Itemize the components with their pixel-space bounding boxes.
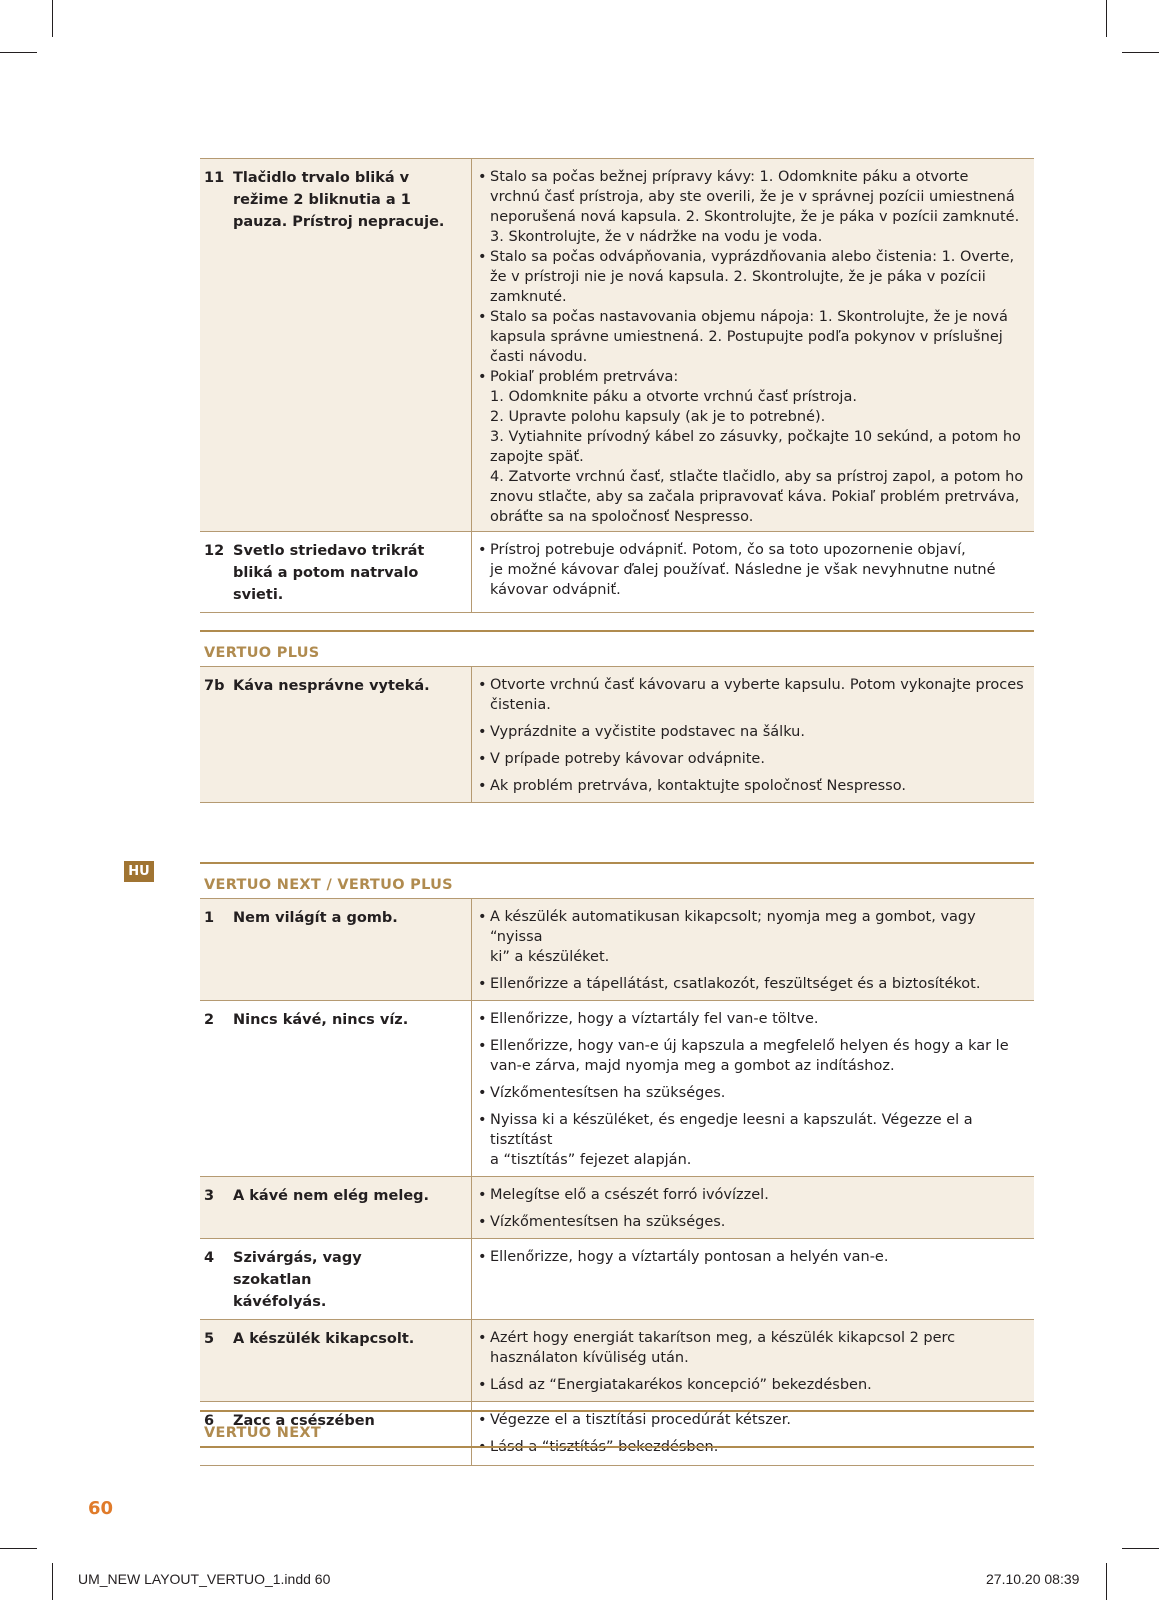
list-item: • Ellenőrizze a tápellátást, csatlakozót, feszültséget és a biztosítékot. <box>478 976 981 992</box>
language-badge: HU <box>124 861 154 882</box>
section-title: VERTUO NEXT <box>204 1425 322 1441</box>
list-item: • Pokiaľ problém pretrváva: 1. Odomknite páku a otvorte vrchnú časť prístroja. 2. Upravte polohu kapsuly (ak je to potrebné). 3. Vytiahnite prívodný kábel zo zásuvky, počkajte 10 sekúnd, a potom ho zapojte späť. 4. Zatvorte vrchnú časť, stlačte tlačidlo, aby sa prístroj zapol, a potom ho znovu stlačte, aby sa začala pripravovať káva. Pokiaľ problém pretrváva, obráťte sa na spoločnosť Nespresso. <box>478 369 1024 525</box>
list-item: • Vízkőmentesítsen ha szükséges. <box>478 1214 726 1230</box>
list-item: • Vyprázdnite a vyčistite podstavec na šálku. <box>478 724 805 740</box>
list-item: • Vízkőmentesítsen ha szükséges. <box>478 1085 726 1101</box>
row-number: 5 <box>204 1331 215 1347</box>
crop-mark <box>1122 1548 1159 1549</box>
list-item: • A készülék automatikusan kikapcsolt; nyomja meg a gombot, vagy “nyissa ki” a készüléket. <box>478 909 976 965</box>
list-item: • Stalo sa počas nastavovania objemu nápoja: 1. Skontrolujte, že je nová kapsula správne umiestnená. 2. Postupujte podľa pokynov v príslušnej časti návodu. <box>478 309 1008 365</box>
row-number: 7b <box>204 678 225 694</box>
list-item: • Otvorte vrchnú časť kávovaru a vyberte kapsulu. Potom vykonajte proces čistenia. <box>478 677 1024 713</box>
list-item: • Stalo sa počas bežnej prípravy kávy: 1. Odomknite páku a otvorte vrchnú časť prístroja, aby ste overili, že je v správnej pozícii umiestnená neporušená nová kapsula. 2. Skontrolujte, že je páka v pozícii zamknuté. 3. Skontrolujte, že v nádržke na vodu je voda. <box>478 169 1020 245</box>
hu-troubleshoot-table <box>200 898 1034 1466</box>
crop-mark <box>52 1563 53 1600</box>
solution-cell <box>471 1001 1034 1176</box>
section-title: VERTUO NEXT / VERTUO PLUS <box>204 877 453 893</box>
crop-mark <box>0 52 37 53</box>
table-row <box>200 1320 1034 1402</box>
problem-text: Káva nesprávne vyteká. <box>233 678 430 694</box>
table-row <box>200 666 1034 803</box>
table-row <box>200 1001 1034 1177</box>
list-item: • Ellenőrizze, hogy a víztartály pontosan a helyén van-e. <box>478 1249 889 1265</box>
table-row <box>200 1177 1034 1239</box>
row-number: 3 <box>204 1188 215 1204</box>
solution-cell <box>471 1177 1034 1238</box>
vertuo-plus-table <box>200 666 1034 803</box>
list-item: • Lásd a “tisztítás” bekezdésben. <box>478 1439 719 1455</box>
list-item: • Ellenőrizze, hogy a víztartály fel van-e töltve. <box>478 1011 819 1027</box>
section-title: VERTUO PLUS <box>204 645 320 661</box>
table-row <box>200 1239 1034 1320</box>
list-item: • Melegítse elő a csészét forró ivóvízzel. <box>478 1187 769 1203</box>
section-divider <box>200 1446 1034 1448</box>
table-row <box>200 898 1034 1001</box>
list-item: • Ak problém pretrváva, kontaktujte spoločnosť Nespresso. <box>478 778 906 794</box>
list-item: • Lásd az “Energiatakarékos koncepció” bekezdésben. <box>478 1377 872 1393</box>
list-item: • Stalo sa počas odvápňovania, vyprázdňovania alebo čistenia: 1. Overte, že v prístroji nie je nová kapsula. 2. Skontrolujte, že je páka v pozícii zamknuté. <box>478 249 1015 305</box>
solution-cell <box>471 1320 1034 1401</box>
list-item: • Nyissa ki a készüléket, és engedje leesni a kapszulát. Végezze el a tisztítást a “tisztítás” fejezet alapján. <box>478 1112 973 1168</box>
row-number: 2 <box>204 1012 215 1028</box>
crop-mark <box>0 1548 37 1549</box>
crop-mark <box>1122 52 1159 53</box>
section-header <box>200 630 1034 666</box>
section-header <box>200 862 1034 898</box>
list-item: • Ellenőrizze, hogy van-e új kapszula a megfelelő helyen és hogy a kar le van-e zárva, majd nyomja meg a gombot az indításhoz. <box>478 1038 1009 1074</box>
problem-text: Svetlo striedavo trikrát bliká a potom natrvalo svieti. <box>233 543 425 603</box>
solution-cell <box>471 532 1034 612</box>
row-number: 12 <box>204 543 225 559</box>
table-row <box>200 158 1034 532</box>
row-number: 6 <box>204 1413 215 1429</box>
crop-mark <box>52 0 53 37</box>
solution-cell <box>471 667 1034 802</box>
table-row <box>200 532 1034 613</box>
row-number: 4 <box>204 1250 215 1266</box>
solution-cell <box>471 1239 1034 1319</box>
problem-text: Nincs kávé, nincs víz. <box>233 1012 409 1028</box>
section-header <box>200 1410 1034 1446</box>
list-item: • Azért hogy energiát takarítson meg, a készülék kikapcsol 2 perc használaton kívüliség után. <box>478 1330 956 1366</box>
solution-cell <box>471 159 1034 531</box>
problem-text: A kávé nem elég meleg. <box>233 1188 430 1204</box>
page-number: 60 <box>88 1498 114 1519</box>
problem-text: Tlačidlo trvalo bliká v režime 2 bliknutia a 1 pauza. Prístroj nepracuje. <box>233 170 445 230</box>
crop-mark <box>1106 0 1107 37</box>
problem-text: Szivárgás, vagy szokatlan kávéfolyás. <box>233 1250 362 1310</box>
solution-cell <box>471 899 1034 1000</box>
row-number: 11 <box>204 170 225 186</box>
problem-text: Zacc a csészében <box>233 1413 375 1429</box>
list-item: • Prístroj potrebuje odvápniť. Potom, čo sa toto upozornenie objaví, je možné kávovar ďalej používať. Následne je však nevyhnutne nutné kávovar odvápniť. <box>478 542 996 598</box>
row-number: 1 <box>204 910 215 926</box>
list-item: • Végezze el a tisztítási procedúrát kétszer. <box>478 1412 791 1428</box>
problem-text: Nem világít a gomb. <box>233 910 398 926</box>
file-slug: UM_NEW LAYOUT_VERTUO_1.indd 60 <box>78 1571 331 1587</box>
list-item: • V prípade potreby kávovar odvápnite. <box>478 751 765 767</box>
sk-troubleshoot-table <box>200 158 1034 613</box>
problem-text: A készülék kikapcsolt. <box>233 1331 415 1347</box>
crop-mark <box>1106 1563 1107 1600</box>
date-slug: 27.10.20 08:39 <box>986 1571 1080 1587</box>
